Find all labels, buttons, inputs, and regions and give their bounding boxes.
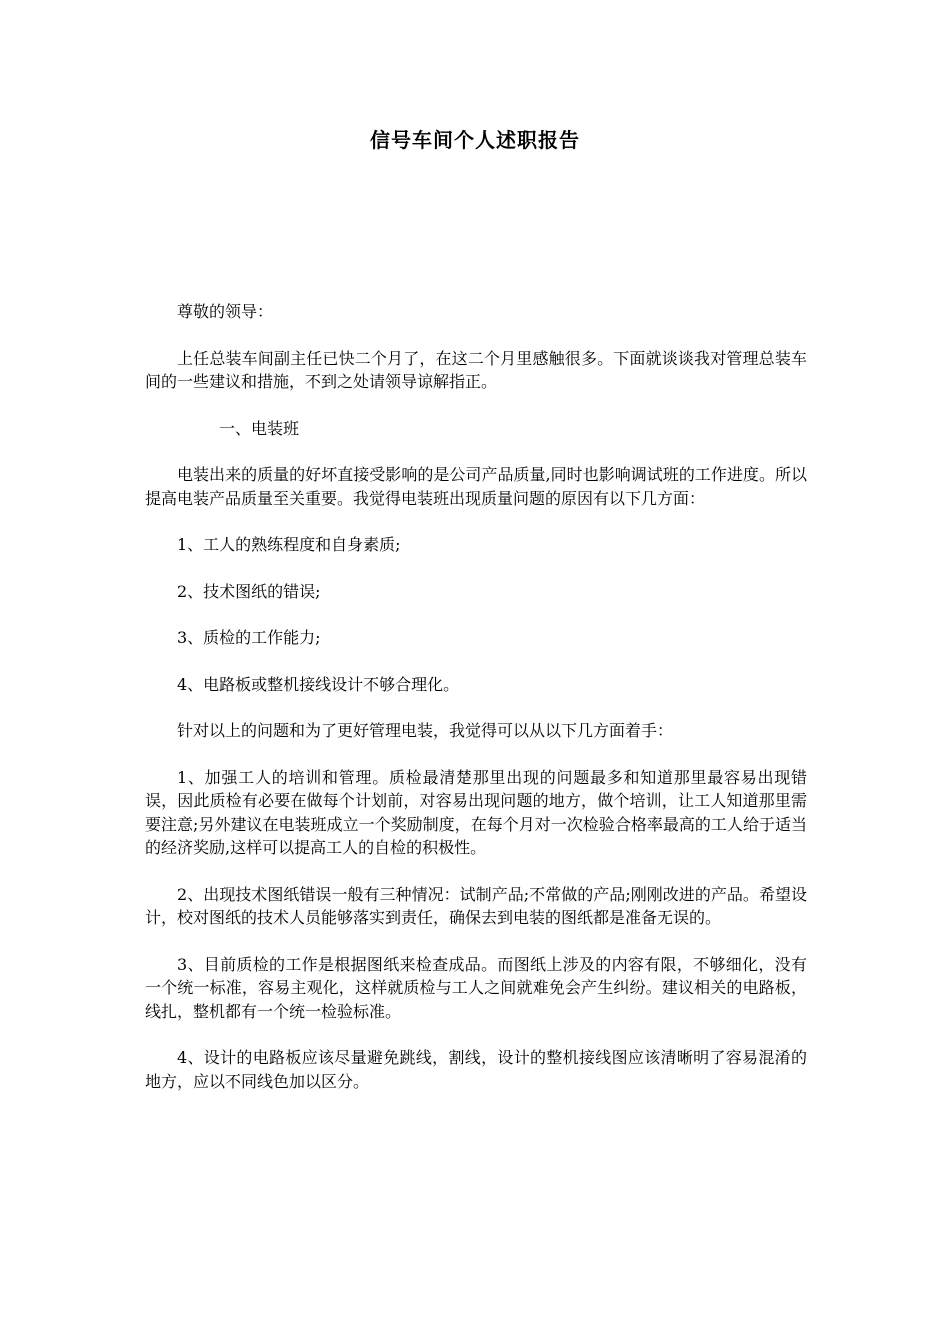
measure-item: 4、设计的电路板应该尽量避免跳线，割线，设计的整机接线图应该清晰明了容易混淆的地方，应以不同线色加以区分。 bbox=[145, 1048, 807, 1091]
salutation: 尊敬的领导： bbox=[177, 302, 274, 321]
cause-item: 2、技术图纸的错误; bbox=[177, 581, 321, 601]
measure-item: 2、出现技术图纸错误一般有三种情况：试制产品;不常做的产品;刚刚改进的产品。希望设计，校对图纸的技术人员能够落实到责任，确保去到电装的图纸都是准备无误的。 bbox=[145, 884, 807, 927]
document-body bbox=[145, 300, 807, 1116]
quality-paragraph: 电装出来的质量的好坏直接受影响的是公司产品质量,同时也影响调试班的工作进度。所以提高电装产品质量至关重要。我觉得电装班出现质量问题的原因有以下几方面： bbox=[145, 465, 807, 508]
cause-item: 4、电路板或整机接线设计不够合理化。 bbox=[177, 674, 460, 694]
measure-item: 1、加强工人的培训和管理。质检最清楚那里出现的问题最多和知道那里最容易出现错误，因此质检有必要在做每个计划前，对容易出现问题的地方，做个培训，让工人知道那里需要注意;另外建议在电装班成立一个奖励制度，在每个月对一次检验合格率最高的工人给于适当的经济奖励,这样可以提高工人的自检的积极性。 bbox=[145, 767, 807, 857]
cause-item: 1、工人的熟练程度和自身素质; bbox=[177, 535, 401, 554]
section-heading: 一、电装班 bbox=[219, 418, 300, 438]
cause-item: 3、质检的工作能力; bbox=[177, 628, 321, 647]
intro-paragraph: 上任总装车间副主任已快二个月了，在这二个月里感触很多。下面就谈谈我对管理总装车间的一些建议和措施，不到之处请领导谅解指正。 bbox=[145, 348, 807, 391]
measure-item: 3、目前质检的工作是根据图纸来检查成品。而图纸上涉及的内容有限，不够细化，没有一个统一标准，容易主观化，这样就质检与工人之间就难免会产生纠纷。建议相关的电路板，线扎，整机都有一个统一检验标准。 bbox=[145, 954, 807, 1021]
document-title: 信号车间个人述职报告 bbox=[370, 128, 580, 152]
measures-intro: 针对以上的问题和为了更好管理电装，我觉得可以从以下几方面着手： bbox=[177, 721, 674, 740]
